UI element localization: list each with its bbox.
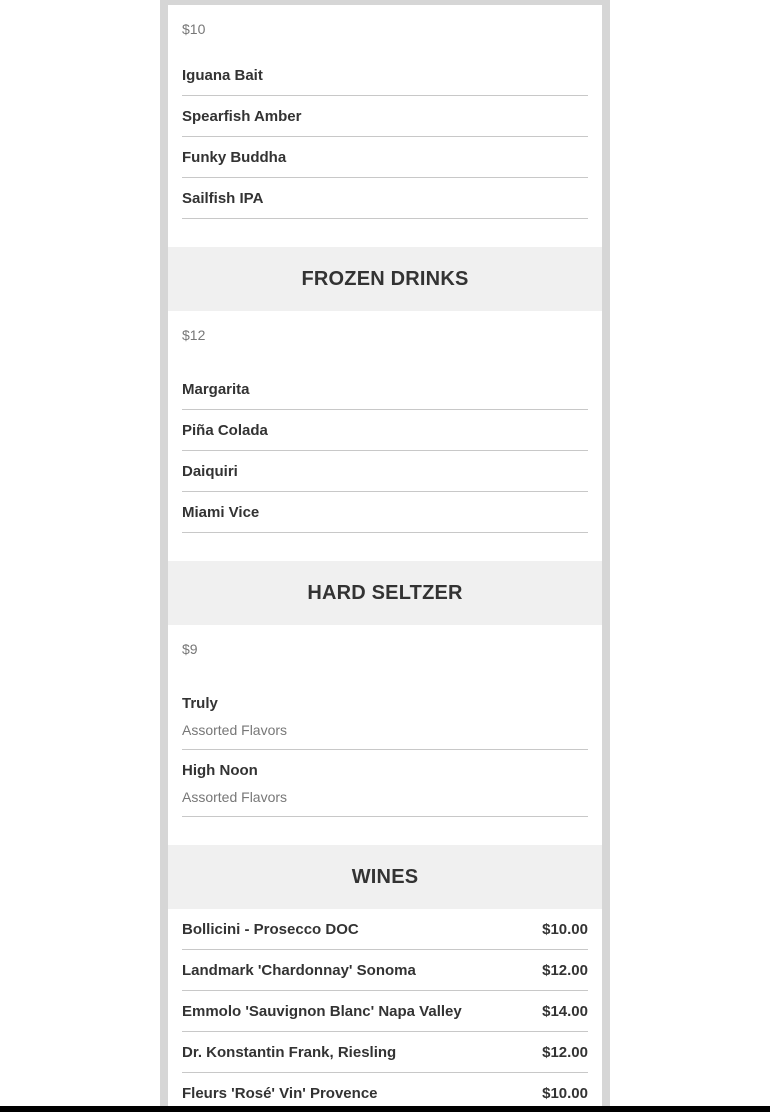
wine-row bbox=[182, 950, 588, 991]
beer-price: $10 bbox=[182, 21, 206, 37]
item-name: Sailfish IPA bbox=[182, 190, 264, 207]
menu-item bbox=[182, 410, 588, 451]
wine-name: Landmark 'Chardonnay' Sonoma bbox=[182, 961, 416, 979]
wine-price: $10.00 bbox=[542, 920, 588, 938]
wine-price: $12.00 bbox=[542, 1043, 588, 1061]
item-name: Spearfish Amber bbox=[182, 108, 302, 125]
frozen-drinks-section bbox=[168, 311, 602, 561]
menu-item bbox=[182, 451, 588, 492]
wine-price: $10.00 bbox=[542, 1084, 588, 1102]
menu-item bbox=[182, 55, 588, 96]
hard-seltzer-section bbox=[168, 625, 602, 845]
item-name: Margarita bbox=[182, 381, 250, 398]
item-name: Truly bbox=[182, 695, 218, 712]
menu-item bbox=[182, 492, 588, 533]
wine-price: $12.00 bbox=[542, 961, 588, 979]
item-name: High Noon bbox=[182, 762, 258, 779]
seltzer-price: $9 bbox=[182, 641, 198, 657]
item-description: Assorted Flavors bbox=[182, 789, 288, 805]
item-name: Iguana Bait bbox=[182, 67, 263, 84]
wine-price: $14.00 bbox=[542, 1002, 588, 1020]
beer-section bbox=[168, 5, 602, 247]
drink-menu bbox=[168, 0, 602, 1112]
item-name: Funky Buddha bbox=[182, 149, 287, 166]
item-name: Miami Vice bbox=[182, 504, 260, 521]
wine-row bbox=[182, 909, 588, 950]
item-name: Daiquiri bbox=[182, 463, 238, 480]
section-header-frozen-drinks: FROZEN DRINKS bbox=[168, 247, 602, 311]
wine-name: Fleurs 'Rosé' Vin' Provence bbox=[182, 1084, 378, 1102]
menu-item bbox=[182, 96, 588, 137]
frozen-price: $12 bbox=[182, 327, 206, 343]
menu-item bbox=[182, 750, 588, 817]
wine-name: Dr. Konstantin Frank, Riesling bbox=[182, 1043, 397, 1061]
menu-item bbox=[182, 683, 588, 750]
menu-item bbox=[182, 178, 588, 219]
wines-section bbox=[168, 909, 602, 1112]
menu-item bbox=[182, 137, 588, 178]
item-description: Assorted Flavors bbox=[182, 722, 288, 738]
wine-row bbox=[182, 1032, 588, 1073]
wine-row bbox=[182, 991, 588, 1032]
menu-item bbox=[182, 369, 588, 410]
section-header-wines: WINES bbox=[168, 845, 602, 909]
wine-name: Bollicini - Prosecco DOC bbox=[182, 920, 359, 938]
bottom-edge-bar bbox=[0, 1106, 770, 1112]
wine-name: Emmolo 'Sauvignon Blanc' Napa Valley bbox=[182, 1002, 462, 1020]
item-name: Piña Colada bbox=[182, 422, 268, 439]
section-header-hard-seltzer: HARD SELTZER bbox=[168, 561, 602, 625]
